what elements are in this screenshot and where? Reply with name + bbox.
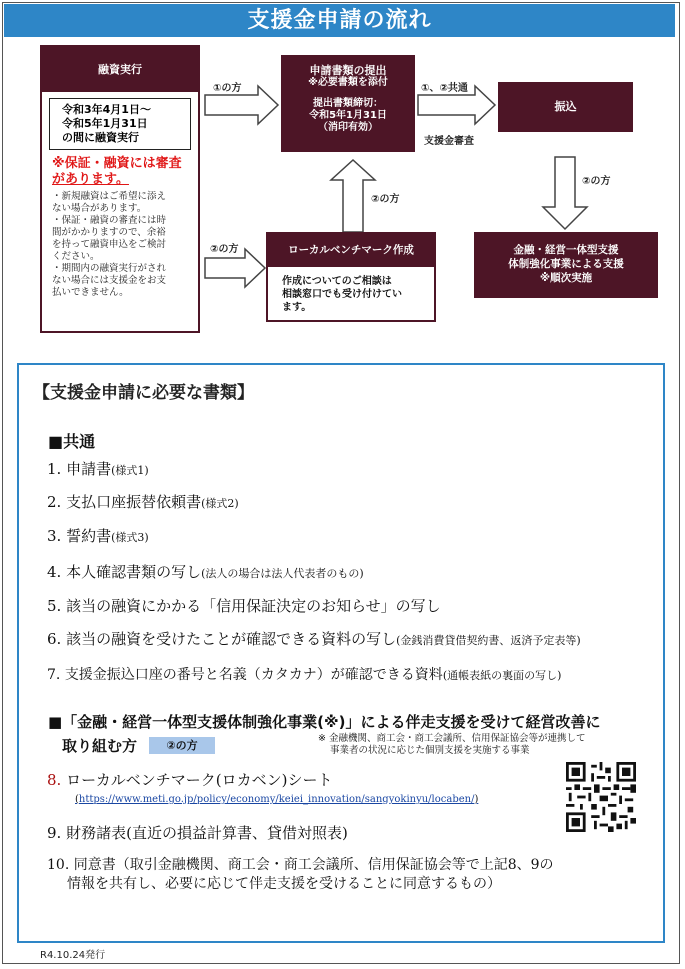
footnote-line: ※ 金融機関、商工会・商工会議所、信用保証協会等が連携して (318, 733, 586, 744)
special-heading: ■「金融・経営一体型支援体制強化事業(※)」による伴走支援を受けて経営改善に (48, 713, 601, 731)
loan-warning (52, 156, 198, 188)
arrow-up (331, 160, 375, 232)
loan-execution-box (40, 45, 200, 333)
note-line: ください。 (52, 251, 100, 262)
warning-line: ※保証・融資には審査 (52, 156, 182, 171)
submit-line: （消印有効） (318, 122, 378, 133)
transfer-box (498, 82, 633, 132)
doc-text: 該当の融資にかかる「信用保証決定のお知らせ」の写し (66, 597, 441, 615)
issue-date: R4.10.24発行 (40, 950, 106, 961)
loan-period-line: の間に融資実行 (62, 131, 139, 144)
submit-line: 提出書類締切： (313, 98, 383, 109)
doc-item (47, 769, 333, 790)
doc-num: 2. (47, 493, 62, 511)
submit-documents-box (281, 55, 415, 152)
doc-text: 誓約書 (66, 527, 112, 545)
doc-item (47, 822, 348, 843)
benchmark-line: 作成についてのご相談は (282, 276, 392, 287)
doc-item (47, 525, 149, 546)
doc-note: (法人の場合は法人代表者のもの) (201, 567, 364, 580)
doc-text: 同意書（取引金融機関、商工会・商工会議所、信用保証協会等で上記8、9の (73, 857, 554, 873)
submit-line: 申請書類の提出 (309, 64, 387, 77)
note-line: ない場合には支援金をお支 (52, 275, 167, 286)
label-route12: ①、②共通 (421, 83, 468, 94)
label-route2-down: ②の方 (582, 176, 611, 187)
loan-period-line: 令和3年4月1日～ (62, 103, 151, 116)
transfer-title: 振込 (554, 100, 577, 113)
doc-num: 9. (47, 824, 62, 842)
documents-title: 【支援金申請に必要な書類】 (33, 383, 254, 403)
note-line: ・期間内の融資実行がされ (52, 263, 167, 274)
page-title: 支援金申請の流れ (4, 4, 675, 37)
support-box (474, 232, 658, 298)
doc-num: 7. (47, 667, 61, 683)
doc-text: 申請書 (66, 460, 112, 478)
doc-num: 8. (47, 771, 62, 789)
common-heading: ■共通 (48, 432, 96, 451)
doc-text: 該当の融資を受けたことが確認できる資料の写し (66, 630, 397, 648)
doc-num: 10. (47, 857, 70, 873)
doc-item (47, 856, 554, 894)
qr-code-icon (566, 762, 636, 832)
support-line: 体制強化事業による支援 (508, 258, 624, 270)
doc-num: 6. (47, 630, 62, 648)
label-route2-left: ②の方 (210, 244, 239, 255)
footnote-line: 事業者の状況に応じた個別支援を実施する事業 (330, 745, 530, 756)
loan-notes (52, 191, 192, 299)
note-line: ・新規融資はご希望に添え (52, 191, 167, 202)
loan-period-line: 令和5年1月31日 (62, 117, 148, 130)
doc-note: (様式3) (111, 531, 149, 544)
label-route1: ①の方 (213, 83, 242, 94)
doc-num: 3. (47, 527, 62, 545)
doc-item (47, 458, 149, 479)
doc-text-2: 情報を共有し、必要に応じて伴走支援を受けることに同意するもの） (67, 876, 501, 892)
benchmark-title: ローカルベンチマーク作成 (268, 234, 434, 267)
note-line: ・保証・融資の審査には時 (52, 215, 167, 226)
doc-item (47, 561, 364, 582)
note-line: ない場合があります。 (52, 203, 147, 214)
doc-text: 支援金振込口座の番号と名義（カタカナ）が確認できる資料 (64, 667, 443, 683)
route2-pill: ②の方 (149, 737, 215, 754)
arrow-down (543, 157, 587, 229)
benchmark-line: ます。 (282, 302, 312, 313)
doc-item (47, 491, 239, 512)
doc-item (47, 664, 561, 684)
link-url[interactable]: https://www.meti.go.jp/policy/economy/keiei_innovation/sangyokinyu/locaben/ (78, 794, 475, 805)
doc-text: 支払口座振替依頼書 (66, 493, 202, 511)
locaben-link[interactable]: (https://www.meti.go.jp/policy/economy/keiei_innovation/sangyokinyu/locaben/) (75, 794, 479, 805)
doc-note: (様式2) (201, 497, 239, 510)
note-line: 間がかかりますので、余裕 (52, 227, 166, 238)
doc-item (47, 628, 581, 649)
submit-line: 令和5年1月31日 (309, 110, 387, 121)
loan-title: 融資実行 (42, 47, 198, 92)
doc-note: (金銭消費貸借契約書、返済予定表等) (396, 634, 581, 647)
doc-text: ローカルベンチマーク(ロカベン)シート (66, 771, 333, 789)
doc-item (47, 595, 441, 616)
submit-line: ※必要書類を添付 (308, 77, 388, 88)
support-line: ※順次実施 (539, 272, 593, 284)
label-route2-up: ②の方 (371, 194, 400, 205)
note-line: 払いできません。 (52, 287, 129, 298)
warning-line: があります。 (52, 172, 129, 187)
loan-period (49, 98, 191, 150)
label-review: 支援金審査 (424, 136, 474, 147)
special-heading-2: 取り組む方 (62, 737, 138, 755)
doc-num: 4. (47, 563, 62, 581)
note-line: を持って融資申込をご検討 (52, 239, 167, 250)
benchmark-line: 相談窓口でも受け付けてい (282, 289, 402, 300)
support-line: 金融・経営一体型支援 (513, 244, 619, 256)
benchmark-box (266, 232, 436, 322)
doc-note: (様式1) (111, 464, 149, 477)
doc-num: 5. (47, 597, 62, 615)
doc-note: (通帳表紙の裏面の写し) (442, 669, 562, 682)
doc-text: 財務諸表(直近の損益計算書、貸借対照表) (66, 824, 348, 842)
doc-text: 本人確認書類の写し (66, 563, 202, 581)
doc-num: 1. (47, 460, 62, 478)
special-footnote (318, 733, 585, 757)
